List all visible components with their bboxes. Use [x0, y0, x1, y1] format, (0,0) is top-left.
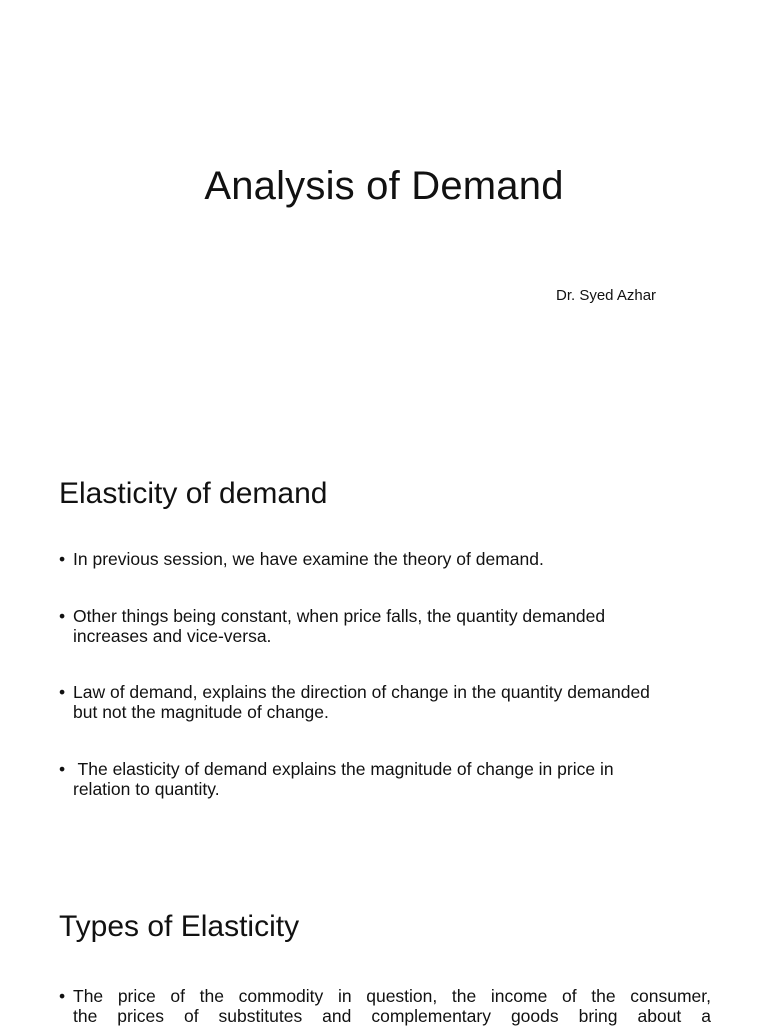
types-heading: Types of Elasticity [59, 910, 300, 943]
elasticity-bullet-list [59, 549, 719, 799]
bullet-text-line: Other things being constant, when price falls, the quantity demanded [73, 606, 606, 626]
bullet-text-line: The elasticity of demand explains the magnitude of change in price in [73, 759, 614, 779]
list-item [59, 549, 719, 569]
list-item [59, 682, 719, 722]
bullet-text-line: increases and vice-versa. [73, 626, 272, 646]
elasticity-heading: Elasticity of demand [59, 477, 328, 510]
bullet-icon: • [59, 759, 66, 779]
bullet-text-line: In previous session, we have examine the theory of demand. [73, 549, 544, 569]
presentation-title: Analysis of Demand [204, 164, 564, 208]
bullet-text-line: relation to quantity. [73, 779, 220, 799]
bullet-text-line: The price of the commodity in question, the income of the consumer, [73, 986, 711, 1006]
bullet-icon: • [59, 549, 66, 569]
types-bullet-list [59, 986, 711, 1026]
bullet-icon: • [59, 606, 66, 626]
bullet-icon: • [59, 682, 66, 702]
bullet-icon: • [59, 986, 66, 1006]
bullet-text-line: the prices of substitutes and complementary goods bring about a [73, 1006, 711, 1026]
bullet-text-line: Law of demand, explains the direction of change in the quantity demanded [73, 682, 650, 702]
list-item [59, 759, 719, 799]
author-name: Dr. Syed Azhar [556, 287, 657, 304]
list-item [59, 606, 719, 646]
bullet-text-line: but not the magnitude of change. [73, 702, 329, 722]
list-item [59, 986, 711, 1026]
